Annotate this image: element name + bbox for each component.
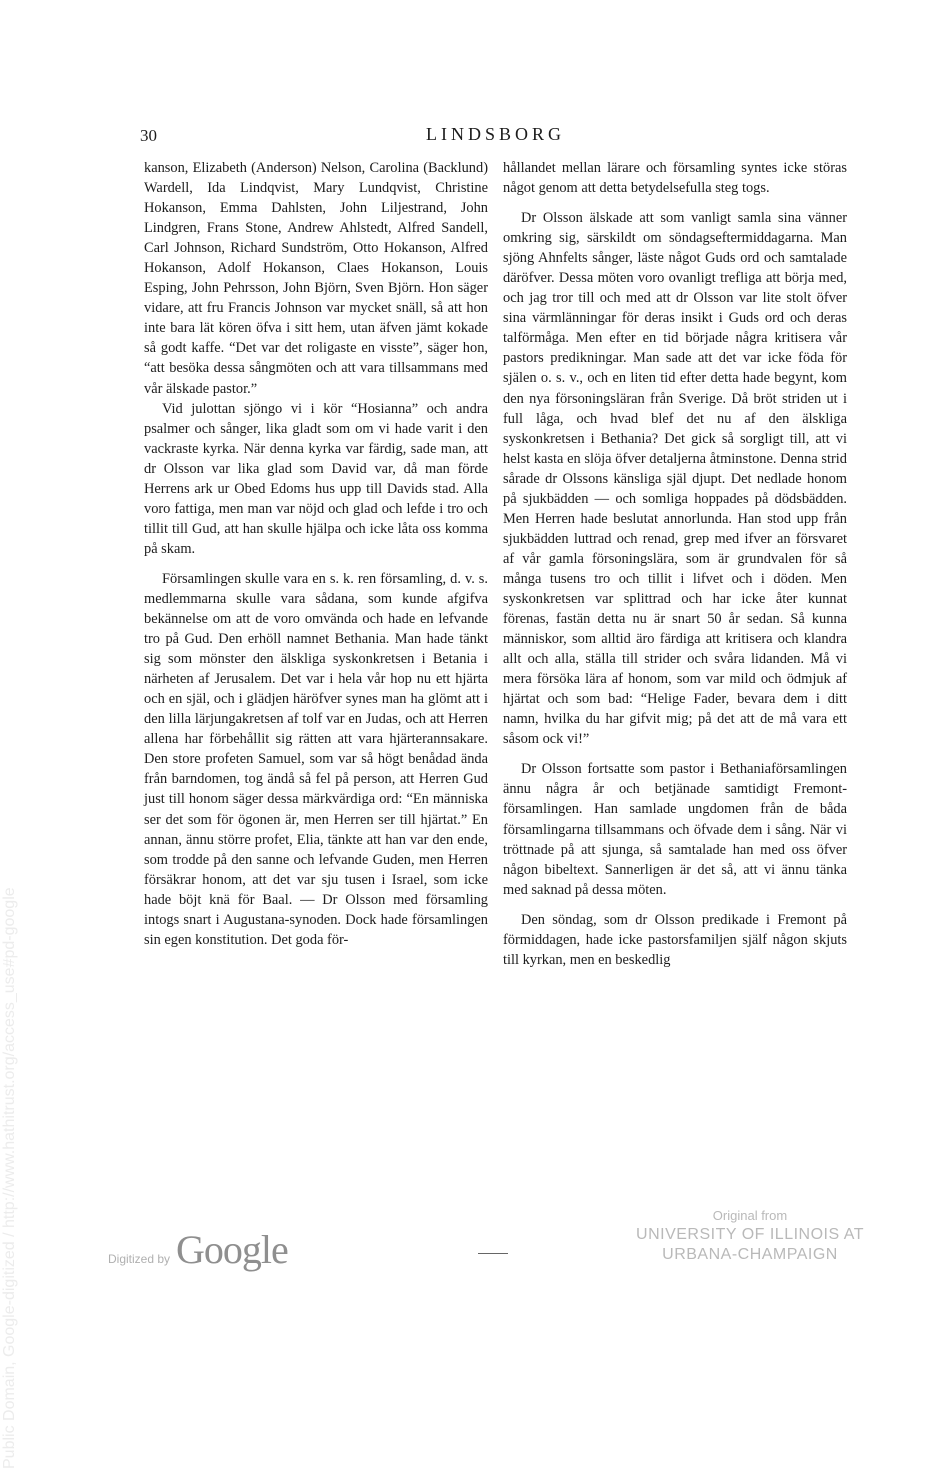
digitized-by — [108, 1226, 288, 1273]
left-paragraph-1: kanson, Elizabeth (Anderson) Nelson, Carolina (Backlund) Wardell, Ida Lindqvist, Mary Lundqvist, Christine Hokanson, Emma Dahlsten, John Liljestrand, John Lindgren, Frans Stone, Andrew Ahlstedt, Alfred Sandell, Carl Johnson, Richard Sundström, Otto Hokanson, Alfred Hokanson, Adolf Hokanson, Claes Hokanson, Louis Esping, John Pehrsson, John Björn, Sven Björn. Hon säger vidare, att fru Francis Johnson var mycket snäll, så att hon inte bara lät kören öfva i sitt hem, utan äfven jämt kokade så godt kaffe. “Det var det roligaste en visste”, säger hon, “att besöka dessa sångmöten och att vara tillsammans med vår älskade pastor.” — [144, 160, 488, 397]
page-number: 30 — [140, 126, 157, 145]
right-paragraph-1: hållandet mellan lärare och församling syntes icke störas något genom att detta betydelsefulla steg togs. — [503, 160, 847, 197]
institution-line-1: UNIVERSITY OF ILLINOIS AT — [636, 1226, 864, 1243]
google-logo: Google — [176, 1227, 288, 1272]
right-paragraph-2: Dr Olsson älskade att som vanligt samla sina vänner omkring sig, särskildt om söndagseftermiddagarna. Man sjöng Ahnfelts sånger, läste något Guds ord och samtalade däröfver. Dessa möten voro ovanligt trefliga att börja med, och jag tror till och med att dr Olsson var lite stolt öfver sina värmlänningar för deras insikt i Guds ord och deras talförmåga. Men efter en tid började några kritisera vår pastors predikningar. Man sade att det var icke föda för själen o. s. v., och en liten tid efter detta hade begynt, kom den nya försoningsläran från Sverige. Då bröt striden ut i full låga, och hvad blef det nu af den älskliga syskonkretsen i Bethania? Det gick så sorgligt till, att vi helst kasta en slöja öfver detaljerna åtminstone. Denna strid sårade dr Olssons känsliga själ djupt. Det nedlade honom på sjukbädden — och somliga hoppades på dödsbädden. Men Herren hade beslutat annorlunda. Han stod upp från sjukbädden luttrad och renad, grep med ifver an försvaret af vår gamla försoningslära, som är grundvalen för så många tusens tro och tillit i lifvet och i döden. Men syskonkretsen var splittrad och har icke åter kunnat förenas, fastän detta nu är snart 50 år sedan. Så kunna människor, som alltid äro färdiga att kritisera och klandra allt och alla, ställa till strider och svåra lidanden. Må vi mera försöka lära af honom, som var mild och ödmjuk af hjärtat och som bad: “Helige Fader, bevara dem i ditt namn, hvilka du har gifvit mig; på det att de må vara ett såsom ock vi!” — [503, 210, 847, 748]
original-from — [600, 1207, 900, 1265]
left-paragraph-3: Församlingen skulle vara en s. k. ren församling, d. v. s. medlemmarna skulle vara sådana, som kunde afgifva bekännelse om att de voro omvända och hade en lefvande tro på Gud. Den erhöll namnet Bethania. Man hade tänkt sig som mönster den älskliga syskonkretsen i Betania i närheten af Jerusalem. Det var i hela vår hop nu ett hjärta och en själ, och i glädjen häröfver synes man ha glömt att i den lilla lärjungakretsen af tolf var en Judas, och att Herren allena har förbehållit sig rätten att vara hjärterannsakare. Den store profeten Samuel, som var så högt benådad ända från barndomen, tog ändå så fel på person, att Herren Gud just till honom säger dessa märkvärdiga ord: “En människa ser det som för ögonen är, men Herren ser till hjärtat.” En annan, ännu större profet, Elia, tänkte att han var den ende, som trodde på den sanne och lefvande Guden, men Herren försäkrar honom, att det var sju tusen i Israel, som icke hade böjt knä för Baal. — Dr Olsson med församling intogs snart i Augustana-synoden. Dock hade församlingen sin egen konstitution. Det goda för- — [144, 570, 488, 948]
left-paragraph-2: Vid julottan sjöngo vi i kör “Hosianna” och andra psalmer och sånger, lika gladt som om vi hade varit i den vackraste kyrka. När denna kyrka var färdig, sade man, att dr Olsson var lika glad som David var, då man förde Herrens ark ur Obed Edoms hus upp till Davids stad. Alla voro fattiga, men man var nöjd och glad och lefde i tro och tillit till Gud, att han skulle hjälpa och icke låta oss komma på skam. — [144, 400, 488, 557]
original-label: Original from — [712, 1208, 788, 1223]
digitized-label: Digitized by — [108, 1252, 171, 1266]
side-watermark: Public Domain, Google-digitized / http://www.hathitrust.org/access_use#pd-google — [1, 887, 18, 1469]
right-column — [503, 158, 847, 970]
right-paragraph-4: Den söndag, som dr Olsson predikade i Fremont på förmiddagen, hade icke pastorsfamiljen själf någon skjuts till kyrkan, men en beskedlig — [503, 911, 847, 968]
left-column — [144, 158, 488, 950]
running-title: LINDSBORG — [425, 124, 565, 144]
institution-line-2: URBANA-CHAMPAIGN — [662, 1246, 838, 1263]
right-paragraph-3: Dr Olsson fortsatte som pastor i Bethaniaförsamlingen ännu några år och betjänade samtidigt Fremont-församlingen. Han samlade ungdomen från de båda församlingarna tillsammans och öfvade dem i sång. När vi tröttnade på att sjunga, så samtalade han med oss öfver någon bibeltext. Sannerligen är det så, att vi ännu tänka med saknad på dessa möten. — [503, 761, 847, 898]
footer-dash — [478, 1253, 508, 1254]
